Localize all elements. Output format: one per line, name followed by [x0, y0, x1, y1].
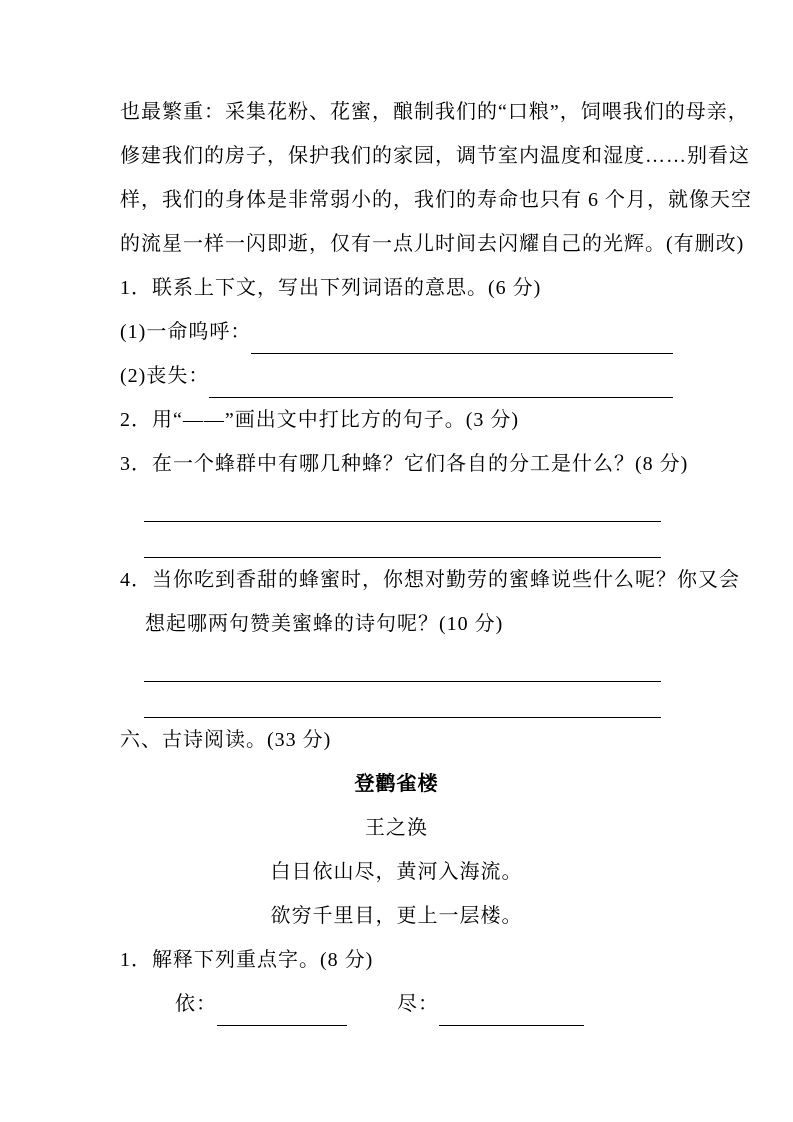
answer-blank-line — [439, 995, 584, 1026]
definition-row — [120, 982, 673, 1026]
answer-blank-line — [144, 653, 661, 682]
question-3-label: 3．在一个蜂群中有哪几种蜂？它们各自的分工是什么？(8 分) — [120, 453, 689, 475]
question-1-label: 1．联系上下文，写出下列词语的意思。(6 分) — [120, 277, 542, 299]
question-1-item-2-label: (2)丧失： — [120, 365, 210, 387]
question-1-item-2 — [120, 354, 673, 398]
section-6-question-1-label: 1．解释下列重点字。(8 分) — [120, 949, 374, 971]
poem-line-1: 白日依山尽，黄河入海流。 — [270, 861, 523, 883]
answer-blank-line — [251, 319, 673, 354]
passage-line-2: 修建我们的房子，保护我们的家园，调节室内温度和湿度……别看这 — [120, 145, 750, 167]
key-yi-label: 依： — [175, 993, 217, 1015]
answer-blank-line — [144, 689, 661, 718]
section-6-heading: 六、古诗阅读。(33 分) — [120, 729, 332, 751]
passage-line-4: 的流星一样一闪即逝，仅有一点儿时间去闪耀自己的光辉。(有删改) — [120, 233, 745, 255]
question-1-item-1-label: (1)一命呜呼： — [120, 321, 252, 343]
question-4-answer-line-1 — [120, 646, 673, 682]
question-4-answer-line-2 — [120, 682, 673, 718]
passage-line-3: 样，我们的身体是非常弱小的，我们的寿命也只有 6 个月，就像天空 — [120, 189, 752, 211]
passage — [120, 90, 752, 266]
question-3-answer-line-2 — [120, 522, 673, 558]
answer-blank-line — [144, 529, 661, 558]
poem-title: 登鹳雀楼 — [354, 773, 439, 795]
answer-blank-line — [209, 363, 673, 398]
question-4-line-1: 4．当你吃到香甜的蜂蜜时，你想对勤劳的蜜蜂说些什么呢？你又会 — [120, 569, 740, 591]
question-1-item-1 — [120, 310, 673, 354]
question-4-line-2: 想起哪两句赞美蜜蜂的诗句呢？(10 分) — [145, 613, 504, 635]
question-2-label: 2．用“——”画出文中打比方的句子。(3 分) — [120, 409, 520, 431]
passage-line-1: 也最繁重：采集花粉、花蜜，酿制我们的“口粮”，饲喂我们的母亲， — [120, 101, 749, 123]
answer-blank-line — [217, 995, 347, 1026]
key-jin-label: 尽： — [397, 993, 439, 1015]
question-3-answer-line-1 — [120, 486, 673, 522]
poem-author: 王之涣 — [365, 817, 428, 839]
poem-line-2: 欲穷千里目，更上一层楼。 — [270, 905, 523, 927]
answer-blank-line — [144, 493, 661, 522]
